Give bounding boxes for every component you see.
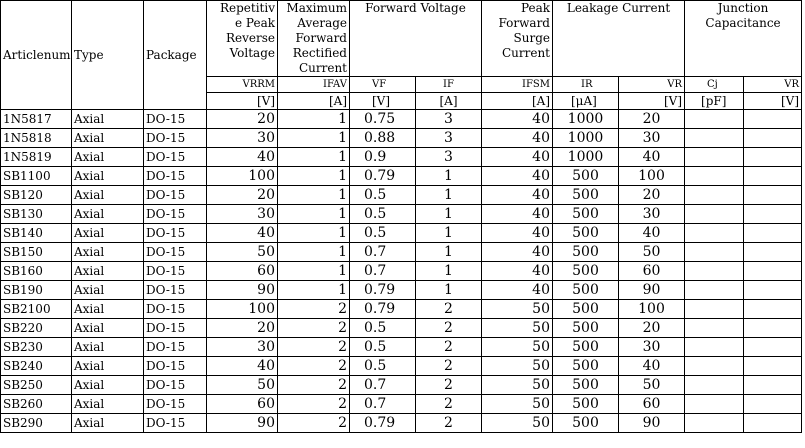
cell-cj[interactable] — [685, 205, 744, 224]
table-body — [1, 110, 802, 433]
cell-ifav[interactable]: 1 — [278, 224, 350, 243]
cell-cj[interactable] — [685, 281, 744, 300]
cell-ifsm[interactable]: 40 — [482, 224, 553, 243]
header-ifsm-title — [482, 1, 553, 77]
cell-vrrm[interactable]: 40 — [207, 357, 278, 376]
cell-ir[interactable]: 500 — [553, 338, 619, 357]
cell-vf[interactable]: 0.7 — [350, 376, 416, 395]
header-articlenum: Articlenum — [1, 1, 72, 110]
cell-vf[interactable]: 0.5 — [350, 205, 416, 224]
cell-ifsm[interactable]: 40 — [482, 167, 553, 186]
cell-vrrm[interactable]: 40 — [207, 148, 278, 167]
cell-ifav[interactable]: 1 — [278, 148, 350, 167]
cell-ir[interactable]: 500 — [553, 243, 619, 262]
cell-type[interactable]: Axial — [72, 395, 144, 414]
cell-type[interactable]: Axial — [72, 186, 144, 205]
cell-if[interactable]: 1 — [416, 205, 482, 224]
cell-article[interactable]: SB190 — [1, 281, 72, 300]
header-ifav-title-line: Forward — [295, 31, 347, 45]
cell-package[interactable]: DO-15 — [144, 148, 207, 167]
cell-vf[interactable]: 0.7 — [350, 395, 416, 414]
cell-vrrm[interactable]: 20 — [207, 319, 278, 338]
cell-ifav[interactable]: 2 — [278, 395, 350, 414]
cell-vf[interactable]: 0.5 — [350, 186, 416, 205]
table-row — [1, 395, 802, 414]
table-row — [1, 224, 802, 243]
cell-vr[interactable]: 50 — [619, 243, 685, 262]
cell-vf[interactable]: 0.7 — [350, 262, 416, 281]
cell-article[interactable]: SB130 — [1, 205, 72, 224]
table-row — [1, 414, 802, 433]
cell-vr-capacitance[interactable] — [744, 186, 802, 205]
cell-vf[interactable]: 0.9 — [350, 148, 416, 167]
header-ifsm-title-line: Peak — [520, 1, 550, 15]
cell-type[interactable]: Axial — [72, 224, 144, 243]
symbol-vr-capacitance: VR — [744, 77, 802, 93]
cell-vrrm[interactable]: 60 — [207, 262, 278, 281]
cell-ifav[interactable]: 2 — [278, 319, 350, 338]
cell-ir[interactable]: 500 — [553, 281, 619, 300]
header-ifsm-title-line: Surge — [513, 31, 550, 45]
cell-package[interactable]: DO-15 — [144, 243, 207, 262]
header-ifsm-title-line: Forward — [498, 16, 550, 30]
cell-vrrm[interactable]: 30 — [207, 205, 278, 224]
cell-vr[interactable]: 30 — [619, 338, 685, 357]
cell-ifav[interactable]: 2 — [278, 357, 350, 376]
symbol-vrrm: VRRM — [207, 77, 278, 93]
cell-vr-capacitance[interactable] — [744, 357, 802, 376]
cell-vrrm[interactable]: 50 — [207, 243, 278, 262]
cell-vrrm[interactable]: 30 — [207, 338, 278, 357]
cell-vr[interactable]: 30 — [619, 129, 685, 148]
cell-ifav[interactable]: 2 — [278, 376, 350, 395]
cell-cj[interactable] — [685, 319, 744, 338]
cell-package[interactable]: DO-15 — [144, 300, 207, 319]
cell-vr[interactable]: 40 — [619, 148, 685, 167]
cell-vrrm[interactable]: 100 — [207, 300, 278, 319]
cell-if[interactable]: 2 — [416, 395, 482, 414]
cell-vr-capacitance[interactable] — [744, 395, 802, 414]
cell-ifav[interactable]: 2 — [278, 414, 350, 433]
cell-vr[interactable]: 50 — [619, 376, 685, 395]
cell-if[interactable]: 1 — [416, 224, 482, 243]
symbol-vr: VR — [619, 77, 685, 93]
header-ifav-title — [278, 1, 350, 77]
cell-type[interactable]: Axial — [72, 110, 144, 129]
cell-article[interactable]: 1N5819 — [1, 148, 72, 167]
cell-vr[interactable]: 20 — [619, 319, 685, 338]
cell-vr-capacitance[interactable] — [744, 205, 802, 224]
cell-ifsm[interactable]: 40 — [482, 205, 553, 224]
table-row — [1, 319, 802, 338]
cell-ifav[interactable]: 1 — [278, 110, 350, 129]
cell-vr[interactable]: 100 — [619, 167, 685, 186]
cell-article[interactable]: 1N5817 — [1, 110, 72, 129]
cell-if[interactable]: 2 — [416, 357, 482, 376]
cell-vf[interactable]: 0.5 — [350, 357, 416, 376]
header-leakage-current: Leakage Current — [553, 1, 685, 77]
cell-if[interactable]: 3 — [416, 129, 482, 148]
symbol-if: IF — [416, 77, 482, 93]
cell-package[interactable]: DO-15 — [144, 395, 207, 414]
cell-ifav[interactable]: 1 — [278, 281, 350, 300]
cell-if[interactable]: 2 — [416, 414, 482, 433]
table-row — [1, 300, 802, 319]
unit-vrrm: [V] — [207, 93, 278, 110]
cell-vf[interactable]: 0.7 — [350, 243, 416, 262]
header-vrrm-title-line: Repetitiv — [219, 1, 275, 15]
header-junction-capacitance-line: Junction — [717, 1, 769, 15]
table-row — [1, 338, 802, 357]
cell-type[interactable]: Axial — [72, 167, 144, 186]
cell-ir[interactable]: 1000 — [553, 129, 619, 148]
cell-ifav[interactable]: 1 — [278, 262, 350, 281]
cell-article[interactable]: SB2100 — [1, 300, 72, 319]
cell-cj[interactable] — [685, 148, 744, 167]
cell-package[interactable]: DO-15 — [144, 357, 207, 376]
cell-cj[interactable] — [685, 376, 744, 395]
cell-vr-capacitance[interactable] — [744, 281, 802, 300]
header-ifav-title-line: Average — [297, 16, 347, 30]
cell-vr[interactable]: 90 — [619, 281, 685, 300]
cell-vr[interactable]: 90 — [619, 414, 685, 433]
cell-ifsm[interactable]: 50 — [482, 376, 553, 395]
header-vrrm-title — [207, 1, 278, 77]
cell-vf[interactable]: 0.79 — [350, 414, 416, 433]
unit-vf: [V] — [350, 93, 416, 110]
cell-package[interactable]: DO-15 — [144, 319, 207, 338]
cell-if[interactable]: 2 — [416, 376, 482, 395]
cell-type[interactable]: Axial — [72, 243, 144, 262]
cell-ifav[interactable]: 1 — [278, 129, 350, 148]
cell-vr-capacitance[interactable] — [744, 167, 802, 186]
header-ifsm-title-line: Current — [501, 46, 550, 60]
cell-ir[interactable]: 500 — [553, 376, 619, 395]
cell-type[interactable]: Axial — [72, 148, 144, 167]
cell-article[interactable]: SB250 — [1, 376, 72, 395]
cell-vr-capacitance[interactable] — [744, 414, 802, 433]
cell-ifsm[interactable]: 40 — [482, 110, 553, 129]
cell-vr-capacitance[interactable] — [744, 129, 802, 148]
cell-ir[interactable]: 1000 — [553, 148, 619, 167]
header-type: Type — [72, 1, 144, 110]
cell-article[interactable]: SB290 — [1, 414, 72, 433]
cell-ir[interactable]: 1000 — [553, 110, 619, 129]
cell-vr-capacitance[interactable] — [744, 338, 802, 357]
table-row — [1, 148, 802, 167]
cell-package[interactable]: DO-15 — [144, 281, 207, 300]
cell-article[interactable]: SB150 — [1, 243, 72, 262]
cell-ifsm[interactable]: 50 — [482, 414, 553, 433]
unit-ir: [μA] — [553, 93, 619, 110]
cell-vf[interactable]: 0.75 — [350, 110, 416, 129]
cell-article[interactable]: SB260 — [1, 395, 72, 414]
cell-package[interactable]: DO-15 — [144, 376, 207, 395]
cell-cj[interactable] — [685, 338, 744, 357]
unit-if: [A] — [416, 93, 482, 110]
cell-ir[interactable]: 500 — [553, 395, 619, 414]
table-row — [1, 376, 802, 395]
cell-ifav[interactable]: 1 — [278, 186, 350, 205]
unit-cj: [pF] — [685, 93, 744, 110]
cell-vr[interactable]: 60 — [619, 262, 685, 281]
header-ifav-title-line: Maximum — [286, 1, 347, 15]
cell-vr-capacitance[interactable] — [744, 262, 802, 281]
cell-type[interactable]: Axial — [72, 281, 144, 300]
cell-vr-capacitance[interactable] — [744, 376, 802, 395]
cell-cj[interactable] — [685, 224, 744, 243]
unit-ifsm: [A] — [482, 93, 553, 110]
cell-vr[interactable]: 40 — [619, 224, 685, 243]
cell-package[interactable]: DO-15 — [144, 224, 207, 243]
cell-cj[interactable] — [685, 110, 744, 129]
cell-vr[interactable]: 20 — [619, 186, 685, 205]
cell-vr-capacitance[interactable] — [744, 243, 802, 262]
cell-vf[interactable]: 0.88 — [350, 129, 416, 148]
cell-ifsm[interactable]: 50 — [482, 338, 553, 357]
cell-article[interactable]: SB240 — [1, 357, 72, 376]
cell-vr-capacitance[interactable] — [744, 110, 802, 129]
cell-vf[interactable]: 0.79 — [350, 281, 416, 300]
cell-ifsm[interactable]: 50 — [482, 319, 553, 338]
cell-vrrm[interactable]: 30 — [207, 129, 278, 148]
cell-article[interactable]: SB1100 — [1, 167, 72, 186]
cell-cj[interactable] — [685, 414, 744, 433]
cell-cj[interactable] — [685, 243, 744, 262]
cell-ifsm[interactable]: 40 — [482, 281, 553, 300]
cell-ifsm[interactable]: 40 — [482, 129, 553, 148]
cell-package[interactable]: DO-15 — [144, 186, 207, 205]
cell-package[interactable]: DO-15 — [144, 110, 207, 129]
cell-ifav[interactable]: 1 — [278, 243, 350, 262]
cell-vr[interactable]: 100 — [619, 300, 685, 319]
cell-article[interactable]: SB120 — [1, 186, 72, 205]
cell-if[interactable]: 2 — [416, 319, 482, 338]
table-row — [1, 186, 802, 205]
cell-ir[interactable]: 500 — [553, 319, 619, 338]
cell-vr[interactable]: 30 — [619, 205, 685, 224]
header-junction-capacitance-line: Capacitance — [705, 16, 781, 30]
cell-ir[interactable]: 500 — [553, 262, 619, 281]
table-row — [1, 357, 802, 376]
cell-ir[interactable]: 500 — [553, 186, 619, 205]
cell-article[interactable]: 1N5818 — [1, 129, 72, 148]
cell-ifav[interactable]: 2 — [278, 338, 350, 357]
table-row — [1, 205, 802, 224]
table-row — [1, 129, 802, 148]
cell-cj[interactable] — [685, 167, 744, 186]
cell-vr-capacitance[interactable] — [744, 148, 802, 167]
cell-article[interactable]: SB140 — [1, 224, 72, 243]
cell-ir[interactable]: 500 — [553, 414, 619, 433]
cell-type[interactable]: Axial — [72, 414, 144, 433]
cell-package[interactable]: DO-15 — [144, 129, 207, 148]
symbol-ifsm: IFSM — [482, 77, 553, 93]
cell-cj[interactable] — [685, 357, 744, 376]
cell-vrrm[interactable]: 20 — [207, 186, 278, 205]
cell-ifsm[interactable]: 40 — [482, 262, 553, 281]
cell-vr[interactable]: 60 — [619, 395, 685, 414]
cell-cj[interactable] — [685, 186, 744, 205]
cell-article[interactable]: SB220 — [1, 319, 72, 338]
unit-vr-capacitance: [V] — [744, 93, 802, 110]
cell-ifav[interactable]: 2 — [278, 300, 350, 319]
cell-cj[interactable] — [685, 395, 744, 414]
cell-ifsm[interactable]: 50 — [482, 395, 553, 414]
cell-package[interactable]: DO-15 — [144, 205, 207, 224]
cell-cj[interactable] — [685, 262, 744, 281]
cell-if[interactable]: 3 — [416, 110, 482, 129]
cell-package[interactable]: DO-15 — [144, 414, 207, 433]
symbol-ir: IR — [553, 77, 619, 93]
table-row — [1, 110, 802, 129]
header-vrrm-title-line: e Peak — [235, 16, 275, 30]
cell-if[interactable]: 2 — [416, 338, 482, 357]
cell-ifsm[interactable]: 50 — [482, 300, 553, 319]
cell-ir[interactable]: 500 — [553, 167, 619, 186]
cell-vf[interactable]: 0.79 — [350, 167, 416, 186]
cell-cj[interactable] — [685, 300, 744, 319]
cell-ifav[interactable]: 1 — [278, 167, 350, 186]
table-row — [1, 262, 802, 281]
header-row-titles — [1, 1, 802, 77]
cell-vr[interactable]: 40 — [619, 357, 685, 376]
cell-ifsm[interactable]: 40 — [482, 186, 553, 205]
cell-if[interactable]: 3 — [416, 148, 482, 167]
cell-type[interactable]: Axial — [72, 129, 144, 148]
symbol-ifav: IFAV — [278, 77, 350, 93]
cell-type[interactable]: Axial — [72, 319, 144, 338]
table-row — [1, 281, 802, 300]
cell-vf[interactable]: 0.5 — [350, 319, 416, 338]
cell-package[interactable]: DO-15 — [144, 338, 207, 357]
header-package: Package — [144, 1, 207, 110]
cell-type[interactable]: Axial — [72, 338, 144, 357]
cell-vr-capacitance[interactable] — [744, 300, 802, 319]
cell-ifsm[interactable]: 40 — [482, 243, 553, 262]
cell-type[interactable]: Axial — [72, 262, 144, 281]
cell-package[interactable]: DO-15 — [144, 167, 207, 186]
cell-vrrm[interactable]: 40 — [207, 224, 278, 243]
cell-if[interactable]: 1 — [416, 243, 482, 262]
cell-article[interactable]: SB230 — [1, 338, 72, 357]
cell-vrrm[interactable]: 50 — [207, 376, 278, 395]
cell-if[interactable]: 2 — [416, 300, 482, 319]
unit-ifav: [A] — [278, 93, 350, 110]
cell-cj[interactable] — [685, 129, 744, 148]
cell-vrrm[interactable]: 20 — [207, 110, 278, 129]
cell-ir[interactable]: 500 — [553, 357, 619, 376]
cell-article[interactable]: SB160 — [1, 262, 72, 281]
cell-vrrm[interactable]: 60 — [207, 395, 278, 414]
cell-vrrm[interactable]: 90 — [207, 414, 278, 433]
cell-vrrm[interactable]: 90 — [207, 281, 278, 300]
cell-vf[interactable]: 0.79 — [350, 300, 416, 319]
cell-ifav[interactable]: 1 — [278, 205, 350, 224]
cell-vr-capacitance[interactable] — [744, 319, 802, 338]
cell-ir[interactable]: 500 — [553, 205, 619, 224]
cell-type[interactable]: Axial — [72, 376, 144, 395]
symbol-cj: Cj — [685, 77, 744, 93]
cell-ir[interactable]: 500 — [553, 300, 619, 319]
cell-ifsm[interactable]: 50 — [482, 357, 553, 376]
unit-vr: [V] — [619, 93, 685, 110]
header-ifav-title-line: Rectified — [292, 46, 347, 60]
header-vrrm-title-line: Reverse — [225, 31, 275, 45]
header-vrrm-title-line: Voltage — [229, 46, 275, 60]
table-row — [1, 243, 802, 262]
header-ifav-title-line: Current — [298, 61, 347, 75]
cell-if[interactable]: 1 — [416, 186, 482, 205]
cell-type[interactable]: Axial — [72, 205, 144, 224]
cell-if[interactable]: 1 — [416, 262, 482, 281]
cell-vf[interactable]: 0.5 — [350, 224, 416, 243]
cell-package[interactable]: DO-15 — [144, 262, 207, 281]
cell-ir[interactable]: 500 — [553, 224, 619, 243]
cell-ifsm[interactable]: 40 — [482, 148, 553, 167]
cell-vr-capacitance[interactable] — [744, 224, 802, 243]
cell-vrrm[interactable]: 100 — [207, 167, 278, 186]
cell-type[interactable]: Axial — [72, 300, 144, 319]
symbol-vf: VF — [350, 77, 416, 93]
cell-vf[interactable]: 0.5 — [350, 338, 416, 357]
table-row — [1, 167, 802, 186]
cell-if[interactable]: 1 — [416, 167, 482, 186]
header-junction-capacitance — [685, 1, 802, 77]
header-forward-voltage: Forward Voltage — [350, 1, 482, 77]
cell-type[interactable]: Axial — [72, 357, 144, 376]
cell-vr[interactable]: 20 — [619, 110, 685, 129]
cell-if[interactable]: 1 — [416, 281, 482, 300]
